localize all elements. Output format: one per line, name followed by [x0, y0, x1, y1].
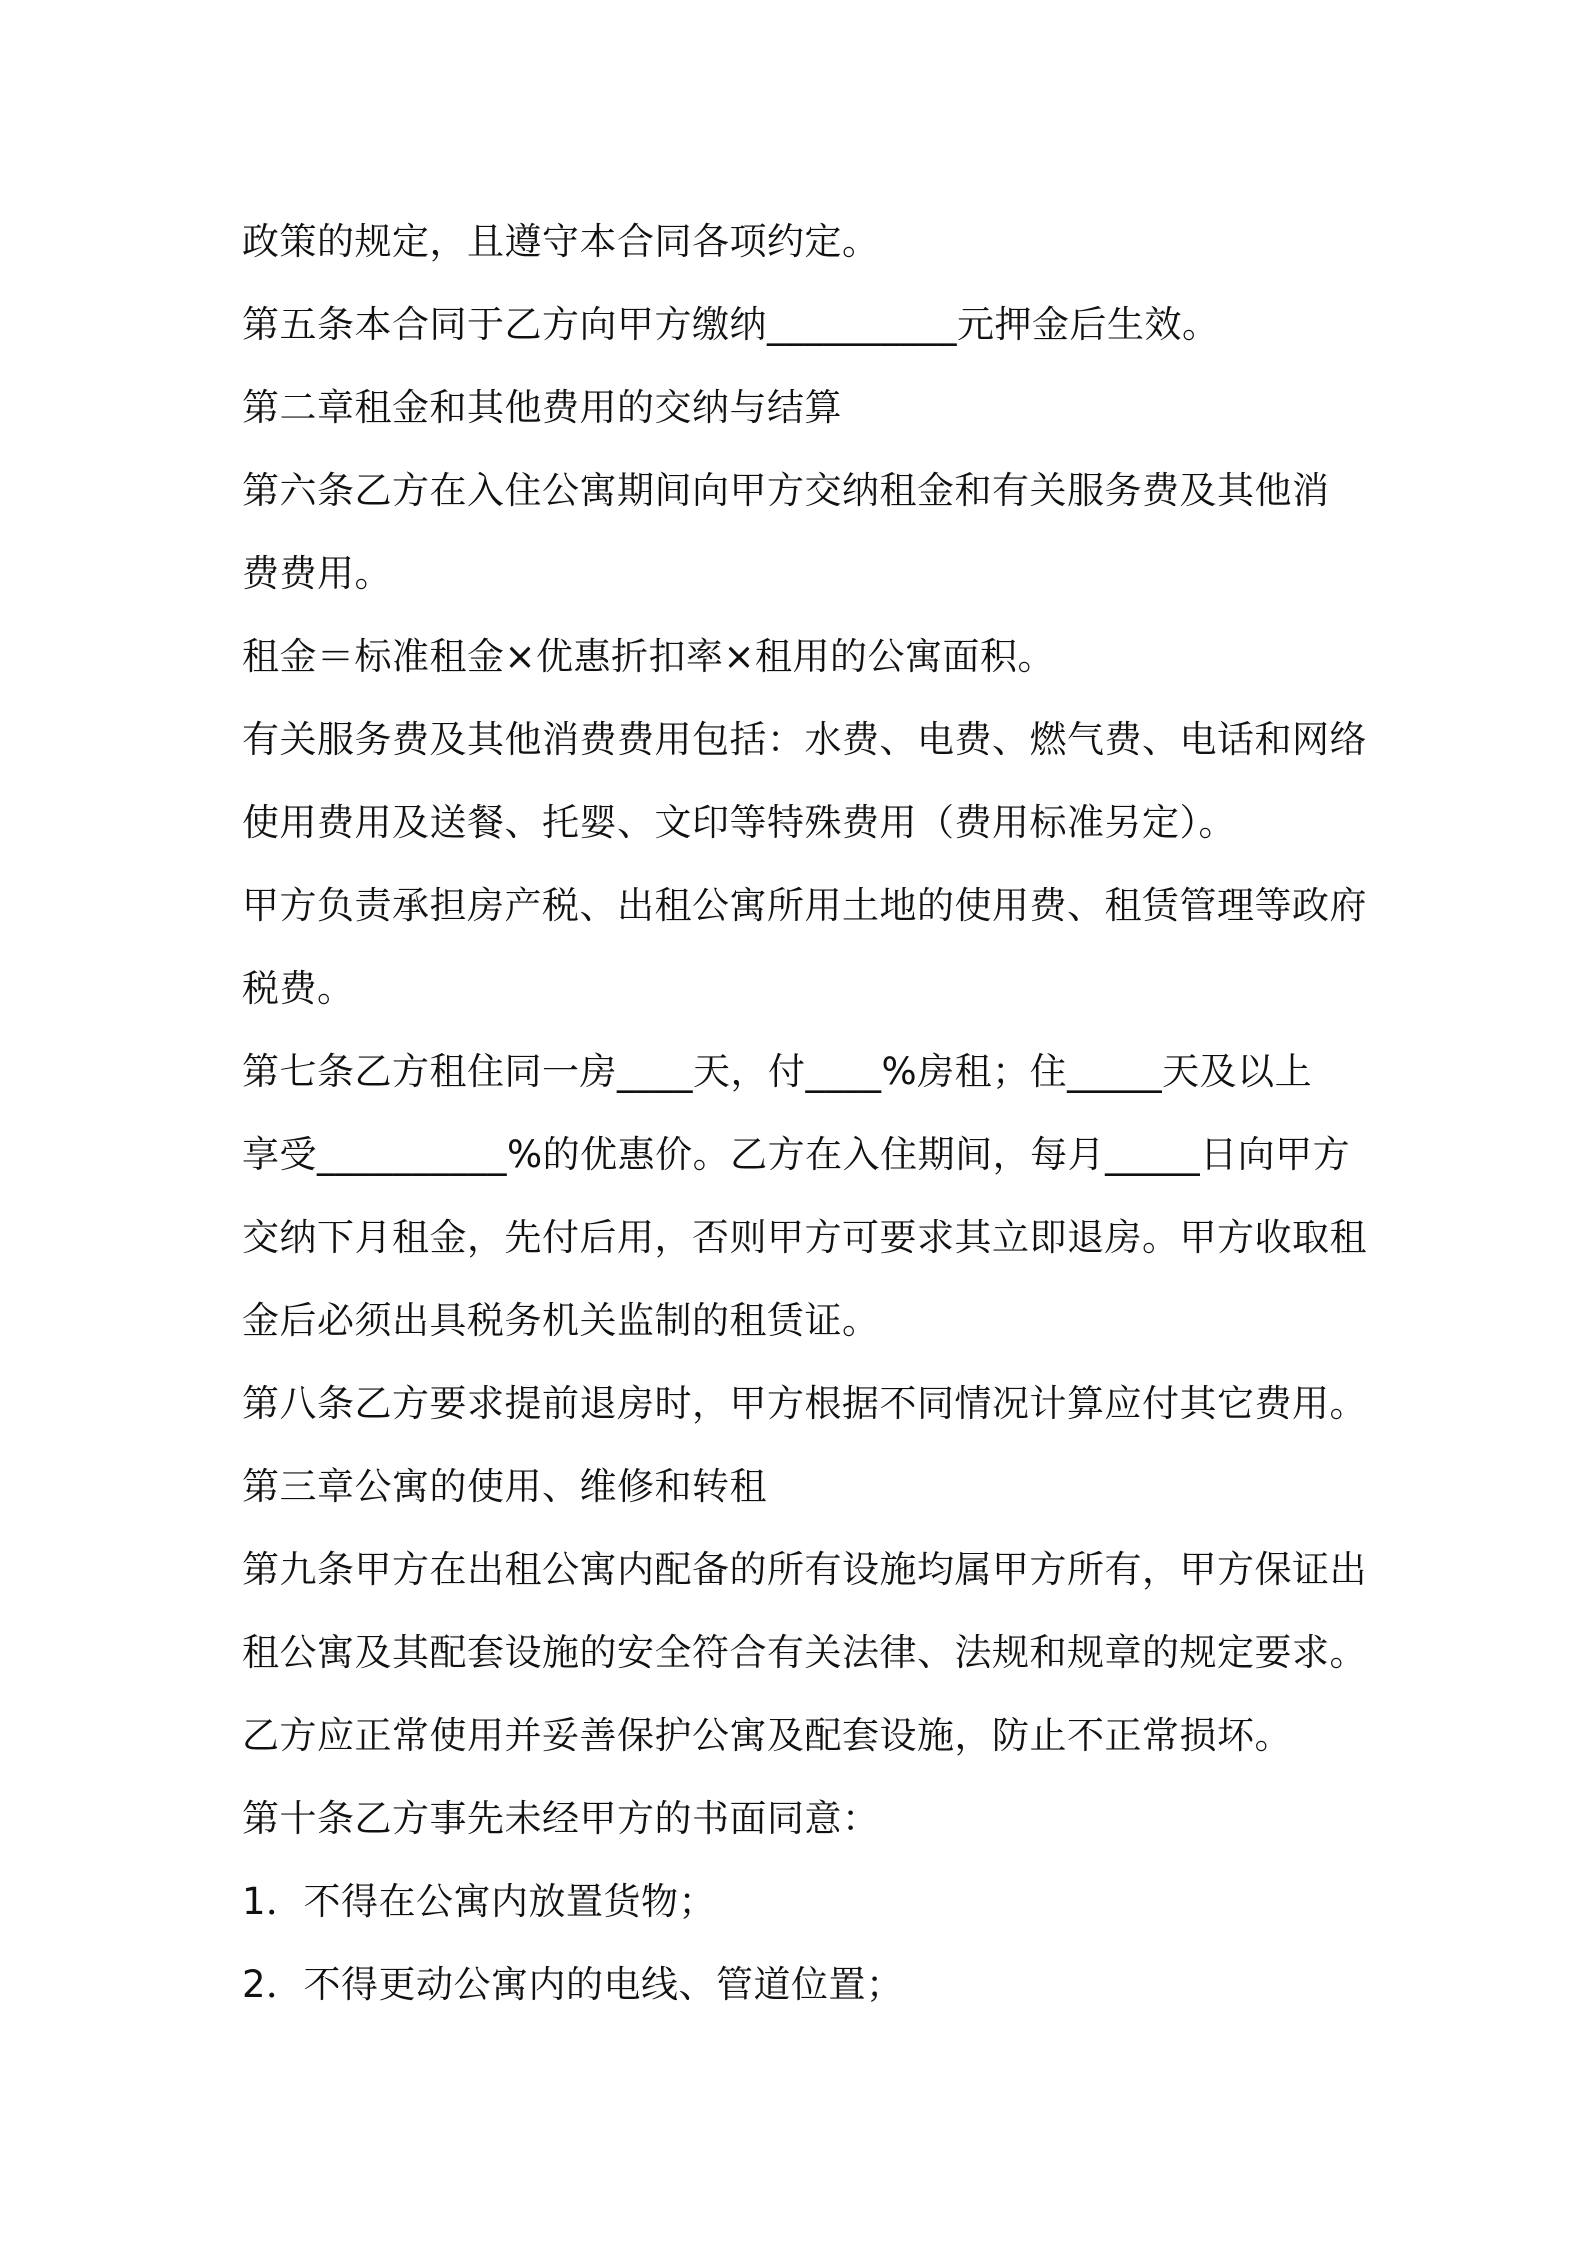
list-item: 2．不得更动公寓内的电线、管道位置； — [242, 1963, 904, 2006]
text-line: 乙方应正常使用并妥善保护公寓及配套设施，防止不正常损坏。 — [242, 1714, 1292, 1757]
chapter-heading: 第二章租金和其他费用的交纳与结算 — [242, 386, 842, 429]
text-line: 第八条乙方要求提前退房时，甲方根据不同情况计算应付其它费用。 — [242, 1382, 1367, 1425]
text-line: 第十条乙方事先未经甲方的书面同意： — [242, 1797, 880, 1840]
text-line: 使用费用及送餐、托婴、文印等特殊费用（费用标准另定）。 — [242, 801, 1236, 844]
text-line: 税费。 — [242, 967, 355, 1010]
text-line: 第七条乙方租住同一房____天，付____%房租；住_____天及以上 — [242, 1050, 1313, 1093]
text-line: 第九条甲方在出租公寓内配备的所有设施均属甲方所有，甲方保证出 — [242, 1548, 1367, 1591]
text-line: 享受__________%的优惠价。乙方在入住期间，每月_____日向甲方 — [242, 1133, 1351, 1176]
text-line: 第六条乙方在入住公寓期间向甲方交纳租金和有关服务费及其他消 — [242, 469, 1330, 512]
text-line: 费费用。 — [242, 552, 392, 595]
text-line: 交纳下月租金，先付后用，否则甲方可要求其立即退房。甲方收取租 — [242, 1216, 1367, 1259]
text-line: 金后必须出具税务机关监制的租赁证。 — [242, 1299, 880, 1342]
chapter-heading: 第三章公寓的使用、维修和转租 — [242, 1465, 767, 1508]
text-line: 政策的规定，且遵守本合同各项约定。 — [242, 220, 880, 263]
list-item: 1．不得在公寓内放置货物； — [242, 1880, 717, 1923]
text-line: 租金＝标准租金×优惠折扣率×租用的公寓面积。 — [242, 635, 1056, 678]
text-line: 租公寓及其配套设施的安全符合有关法律、法规和规章的规定要求。 — [242, 1631, 1367, 1674]
text-line: 第五条本合同于乙方向甲方缴纳__________元押金后生效。 — [242, 303, 1220, 346]
document-body — [242, 200, 1367, 2026]
text-line: 有关服务费及其他消费费用包括：水费、电费、燃气费、电话和网络 — [242, 718, 1367, 761]
text-line: 甲方负责承担房产税、出租公寓所用土地的使用费、租赁管理等政府 — [242, 884, 1367, 927]
